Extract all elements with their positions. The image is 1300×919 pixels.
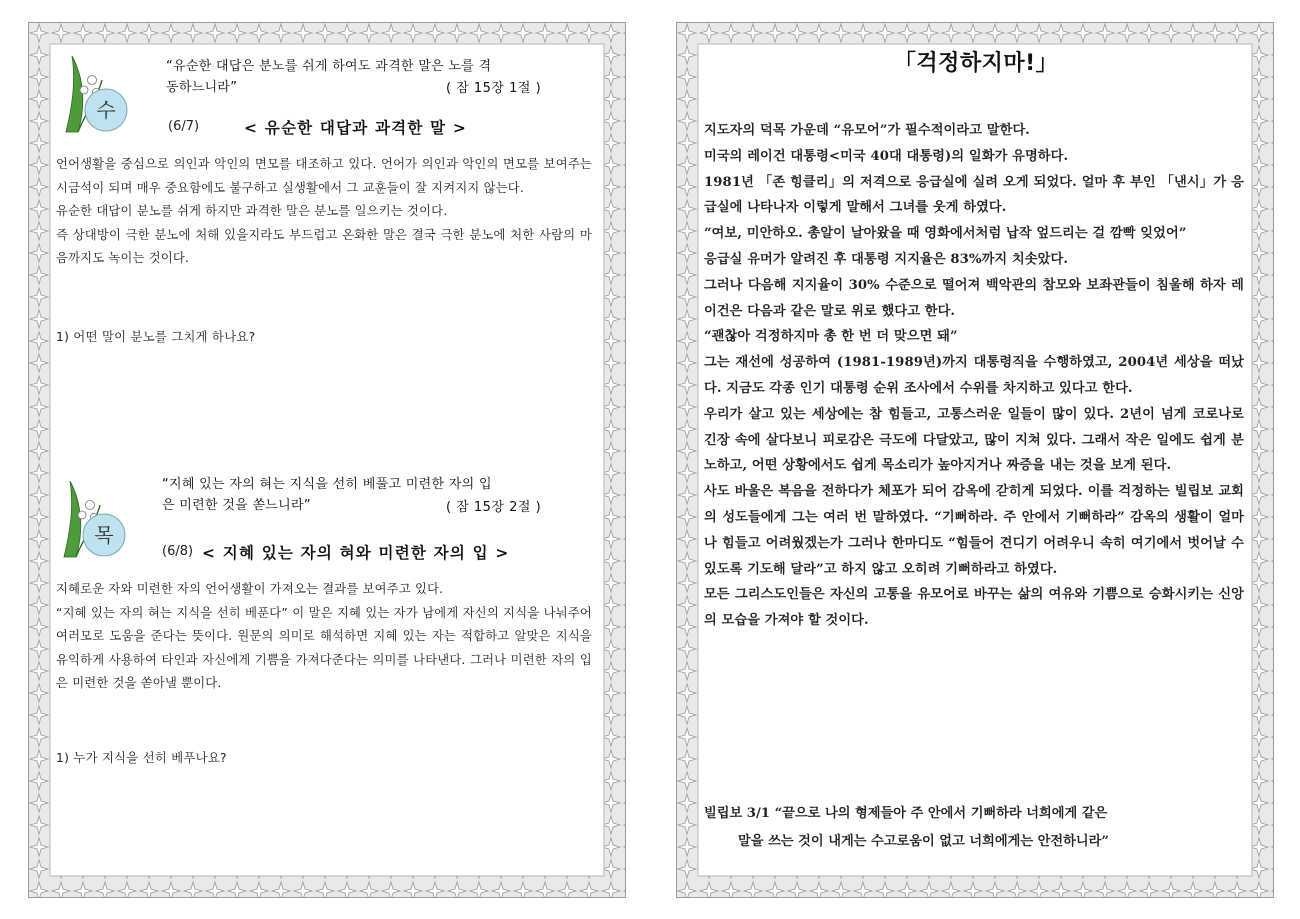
section-title-1: < 유순한 대답과 과격한 말 > bbox=[244, 119, 468, 137]
paragraph: 유순한 대답이 분노를 쉬게 하지만 과격한 말은 분노를 일으키는 것이다. bbox=[56, 204, 448, 219]
lily-badge-icon bbox=[58, 52, 128, 138]
left-page bbox=[28, 22, 626, 898]
paragraph: 응급실 유머가 알려진 후 대통령 지지율은 83%까지 치솟았다. bbox=[704, 251, 1069, 267]
paragraph: 지도자의 덕목 가운데 “유모어”가 필수적이라고 말한다. bbox=[704, 123, 1030, 138]
date-label-2: (6/8) bbox=[162, 544, 194, 559]
verse-1-line1: “유순한 대답은 분노를 쉬게 하여도 과격한 말은 노를 격 bbox=[166, 59, 492, 74]
date-label-1: (6/7) bbox=[168, 119, 200, 134]
right-page bbox=[676, 22, 1274, 898]
verse-ref-1: ( 잠 15장 1절 ) bbox=[446, 81, 542, 96]
closing-verse bbox=[704, 800, 1249, 856]
paragraph: 그러나 다음해 지지율이 30% 수준으로 떨어져 백악관의 참모와 보좌관들이 침울해 하자 레이건은 다음과 같은 말로 위로 했다고 한다. bbox=[704, 277, 1244, 319]
question-2: 1) 누가 지식을 선히 베푸나요? bbox=[56, 751, 227, 765]
paragraph: 1981년 「존 힝클리」의 저격으로 응급실에 실려 오게 되었다. 얼마 후 부인 「낸시」가 응급실에 나타나자 이렇게 말해서 그녀를 웃게 하였다. bbox=[704, 174, 1244, 216]
lily-badge-icon bbox=[56, 477, 126, 563]
badge-char-mok: 목 bbox=[94, 523, 114, 547]
paragraph: “여보, 미안하오. 총알이 날아왔을 때 영화에서처럼 납작 엎드리는 걸 깜빡 잊었어” bbox=[704, 226, 1187, 242]
verse-2-line1: “지혜 있는 자의 혀는 지식을 선히 베풀고 미련한 자의 입 bbox=[162, 477, 492, 492]
badge-char-su: 수 bbox=[96, 98, 116, 122]
article-body bbox=[704, 118, 1244, 634]
question-1: 1) 어떤 말이 분노를 그치게 하나요? bbox=[56, 330, 256, 344]
paragraph: 그는 재선에 성공하여 (1981-1989년)까지 대통령직을 수행하였고, 2004년 세상을 떠났다. 지금도 각종 인기 대통령 순위 조사에서 수위를 차지하고 있다고 한다. bbox=[704, 355, 1244, 396]
verse-2-line2: 은 미련한 것을 쏟느니라” bbox=[162, 498, 311, 513]
paragraph: 지혜로운 자와 미련한 자의 언어생활이 가져오는 결과를 보여주고 있다. bbox=[56, 582, 444, 596]
paragraph: 즉 상대방이 극한 분노에 처해 있을지라도 부드럽고 온화한 말은 결국 극한 분노에 처한 사람의 마음까지도 녹이는 것이다. bbox=[56, 227, 592, 266]
paragraph: 사도 바울은 복음을 전하다가 체포가 되어 감옥에 갇히게 되었다. 이를 걱정하는 빌립보 교회의 성도들에게 그는 여러 번 말하였다. “기뻐하라. 주 안에서 기뻐하라” 감옥의 생활이 얼마나 힘들고 어려웠겠는가 그러나 한마디도 “힘들어 견디기 어려우니 속히 여기에서 벗어날 수 있도록 기도해 달라”고 하지 않고 오히려 기뻐하라고 하였다. bbox=[704, 484, 1244, 577]
paragraph: “괜찮아 걱정하지마 총 한 번 더 맞으면 돼” bbox=[704, 329, 958, 345]
paragraph: 미국의 레이건 대통령<미국 40대 대통령)의 일화가 유명하다. bbox=[704, 148, 1069, 164]
paragraph: 우리가 살고 있는 세상에는 참 힘들고, 고통스러운 일들이 많이 있다. 2년이 넘게 코로나로 긴장 속에 살다보니 피로감은 극도에 다달았고, 많이 지쳐 있다. 그래서 작은 일에도 쉽게 분노하고, 어떤 상황에서도 쉽게 목소리가 높아지거나 짜증을 내는 것을 보게 된다. bbox=[704, 406, 1244, 474]
closing-line1: 빌립보 3/1 “끝으로 나의 형제들아 주 안에서 기뻐하라 너희에게 같은 bbox=[704, 806, 1108, 821]
page-title: 「걱정하지마!」 bbox=[893, 51, 1059, 76]
body-text-1 bbox=[56, 153, 592, 271]
body-text-2 bbox=[56, 578, 592, 696]
paragraph: 모든 그리스도인들은 자신의 고통을 유모어로 바꾸는 삶의 여유와 기쁨으로 승화시키는 신앙의 모습을 가져야 할 것이다. bbox=[704, 587, 1244, 629]
paragraph: 언어생활을 중심으로 의인과 악인의 면모를 대조하고 있다. 언어가 의인과 악인의 면모를 보여주는 시금석이 되며 매우 중요함에도 불구하고 실생활에서 그 교훈들이 잘 지켜지지 않는다. bbox=[56, 157, 592, 195]
verse-ref-2: ( 잠 15장 2절 ) bbox=[446, 500, 542, 515]
paragraph: “지혜 있는 자의 혀는 지식을 선히 베푼다” 이 말은 지혜 있는 자가 남에게 자신의 지식을 나눠주어 여러모로 도움을 준다는 뜻이다. 원문의 의미로 해석하면 지혜 있는 자는 적합하고 알맞은 지식을 유익하게 사용하여 타인과 자신에게 기쁨을 가져다준다는 의미를 나타낸다. 그러나 미련한 자의 입은 미련한 것을 쏟아낼 뿐이다. bbox=[56, 605, 592, 691]
verse-1-line2: 동하느니라” bbox=[166, 80, 238, 95]
section-title-2: < 지혜 있는 자의 혀와 미련한 자의 입 > bbox=[202, 544, 510, 562]
closing-line2: 말을 쓰는 것이 내게는 수고로움이 없고 너희에게는 안전하니라” bbox=[738, 834, 1109, 849]
